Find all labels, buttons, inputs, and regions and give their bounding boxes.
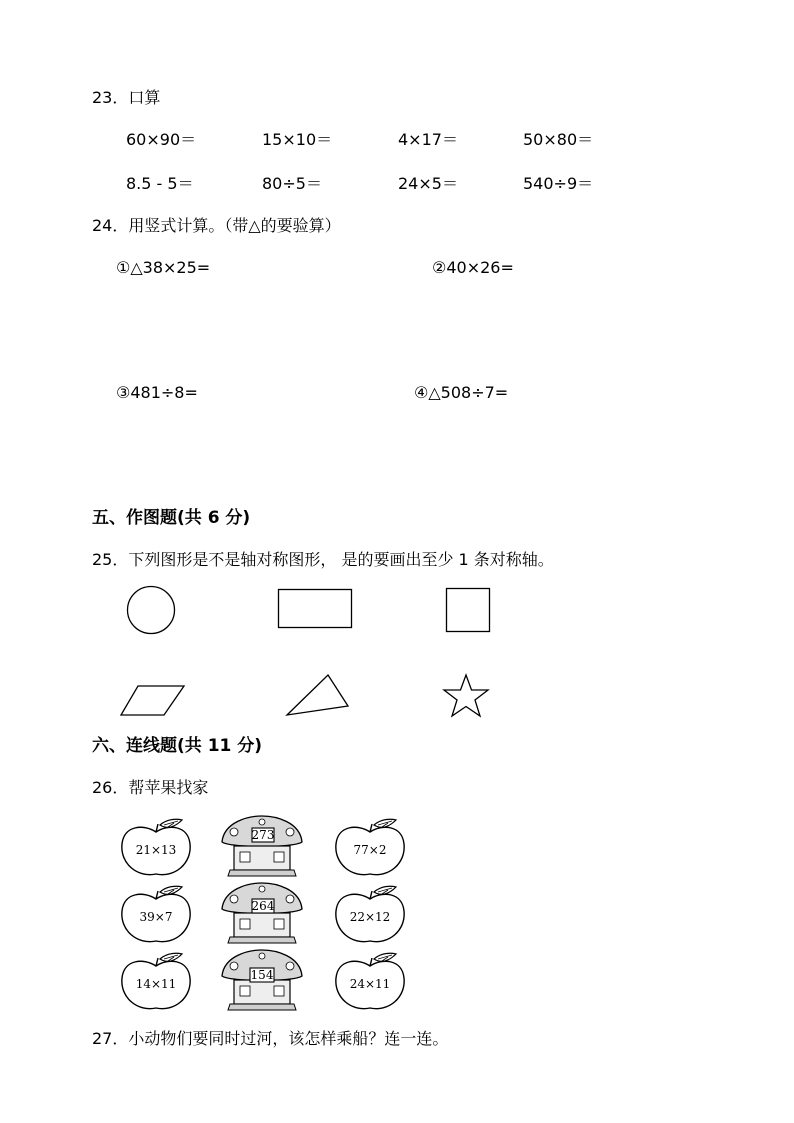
apple-icon: [118, 950, 194, 1014]
parallelogram-icon: [118, 684, 188, 718]
q24-item-4: ④△508÷7=: [414, 383, 509, 402]
q24-item-2: ②40×26=: [432, 258, 514, 277]
mushroom-house-icon: [218, 948, 306, 1014]
apple-icon: [332, 816, 408, 880]
q24-item-1: ①△38×25=: [116, 258, 211, 277]
q23-r1-c1: 60×90＝: [126, 130, 197, 149]
q23-title: 23．口算: [92, 88, 161, 107]
apple-label: 21×13: [135, 843, 177, 857]
q23-r2-c3: 24×5＝: [398, 174, 458, 193]
section-6-title: 六、连线题(共 11 分): [92, 736, 263, 756]
q25-title: 25．下列图形是不是轴对称图形， 是的要画出至少 1 条对称轴。: [92, 550, 554, 569]
q27-title: 27．小动物们要同时过河，该怎样乘船？连一连。: [92, 1029, 449, 1048]
square-icon: [445, 587, 493, 635]
q23-r1-c3: 4×17＝: [398, 130, 458, 149]
apple-icon: [332, 883, 408, 947]
mushroom-house-icon: [218, 814, 306, 880]
apple-label: 77×2: [353, 843, 387, 857]
apple-icon: [332, 950, 408, 1014]
apple-label: 39×7: [139, 910, 173, 924]
q24-title: 24．用竖式计算。（带△的要验算）: [92, 216, 341, 235]
q23-r2-c1: 8.5 - 5＝: [126, 174, 194, 193]
house-number: 264: [251, 899, 275, 913]
q23-r2-c2: 80÷5＝: [262, 174, 322, 193]
apple-icon: [118, 883, 194, 947]
house-number: 273: [251, 828, 275, 842]
q24-item-3: ③481÷8=: [116, 383, 198, 402]
triangle-icon: [284, 672, 352, 718]
circle-icon: [124, 584, 178, 638]
apple-label: 22×12: [349, 910, 391, 924]
section-5-title: 五、作图题(共 6 分): [92, 508, 251, 528]
house-number: 154: [250, 968, 274, 982]
apple-label: 24×11: [349, 977, 391, 991]
mushroom-house-icon: [218, 881, 306, 947]
q23-r1-c2: 15×10＝: [262, 130, 333, 149]
q23-r2-c4: 540÷9＝: [523, 174, 594, 193]
star-icon: [443, 673, 491, 719]
apple-icon: [118, 816, 194, 880]
rectangle-icon: [277, 588, 355, 630]
apple-label: 14×11: [135, 977, 177, 991]
q23-r1-c4: 50×80＝: [523, 130, 594, 149]
q26-title: 26．帮苹果找家: [92, 778, 209, 797]
